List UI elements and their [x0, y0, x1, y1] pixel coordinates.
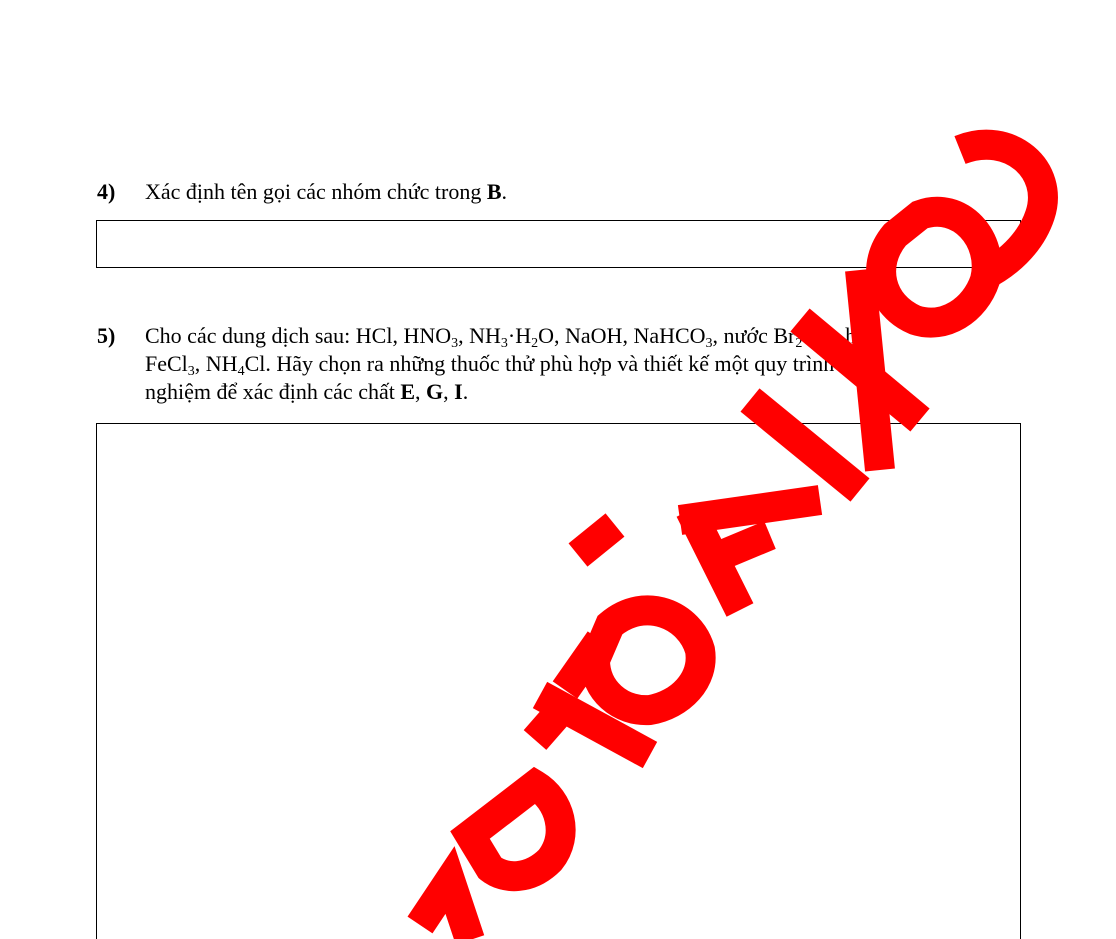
answer-box-question-4[interactable]	[96, 220, 1021, 268]
question-4-text	[145, 178, 507, 206]
answer-box-question-5[interactable]	[96, 423, 1021, 939]
question-4-bold: B	[486, 179, 502, 204]
question-5-line-1: Cho các dung dịch sau: HCl, $HNO_3$, $NH_3\cdot H_2O$, NaOH, NaHCO$_3$, nước $Br_2$ bão hòa,	[145, 323, 883, 351]
question-4-end: .	[501, 179, 508, 204]
question-5-line-2: FeCl$_3$, $NH_4Cl$. Hãy chọn ra những thuốc thử phù hợp và thiết kế một quy trình thực	[145, 351, 879, 379]
question-5-text	[145, 322, 1021, 406]
question-5-number: 5)	[97, 323, 116, 348]
question-4-number: 4)	[97, 179, 116, 204]
question-4-plain: Xác định tên gọi các nhóm chức trong	[145, 179, 487, 204]
question-5-line-3: nghiệm để xác định các chất E, G, I.	[145, 379, 469, 404]
